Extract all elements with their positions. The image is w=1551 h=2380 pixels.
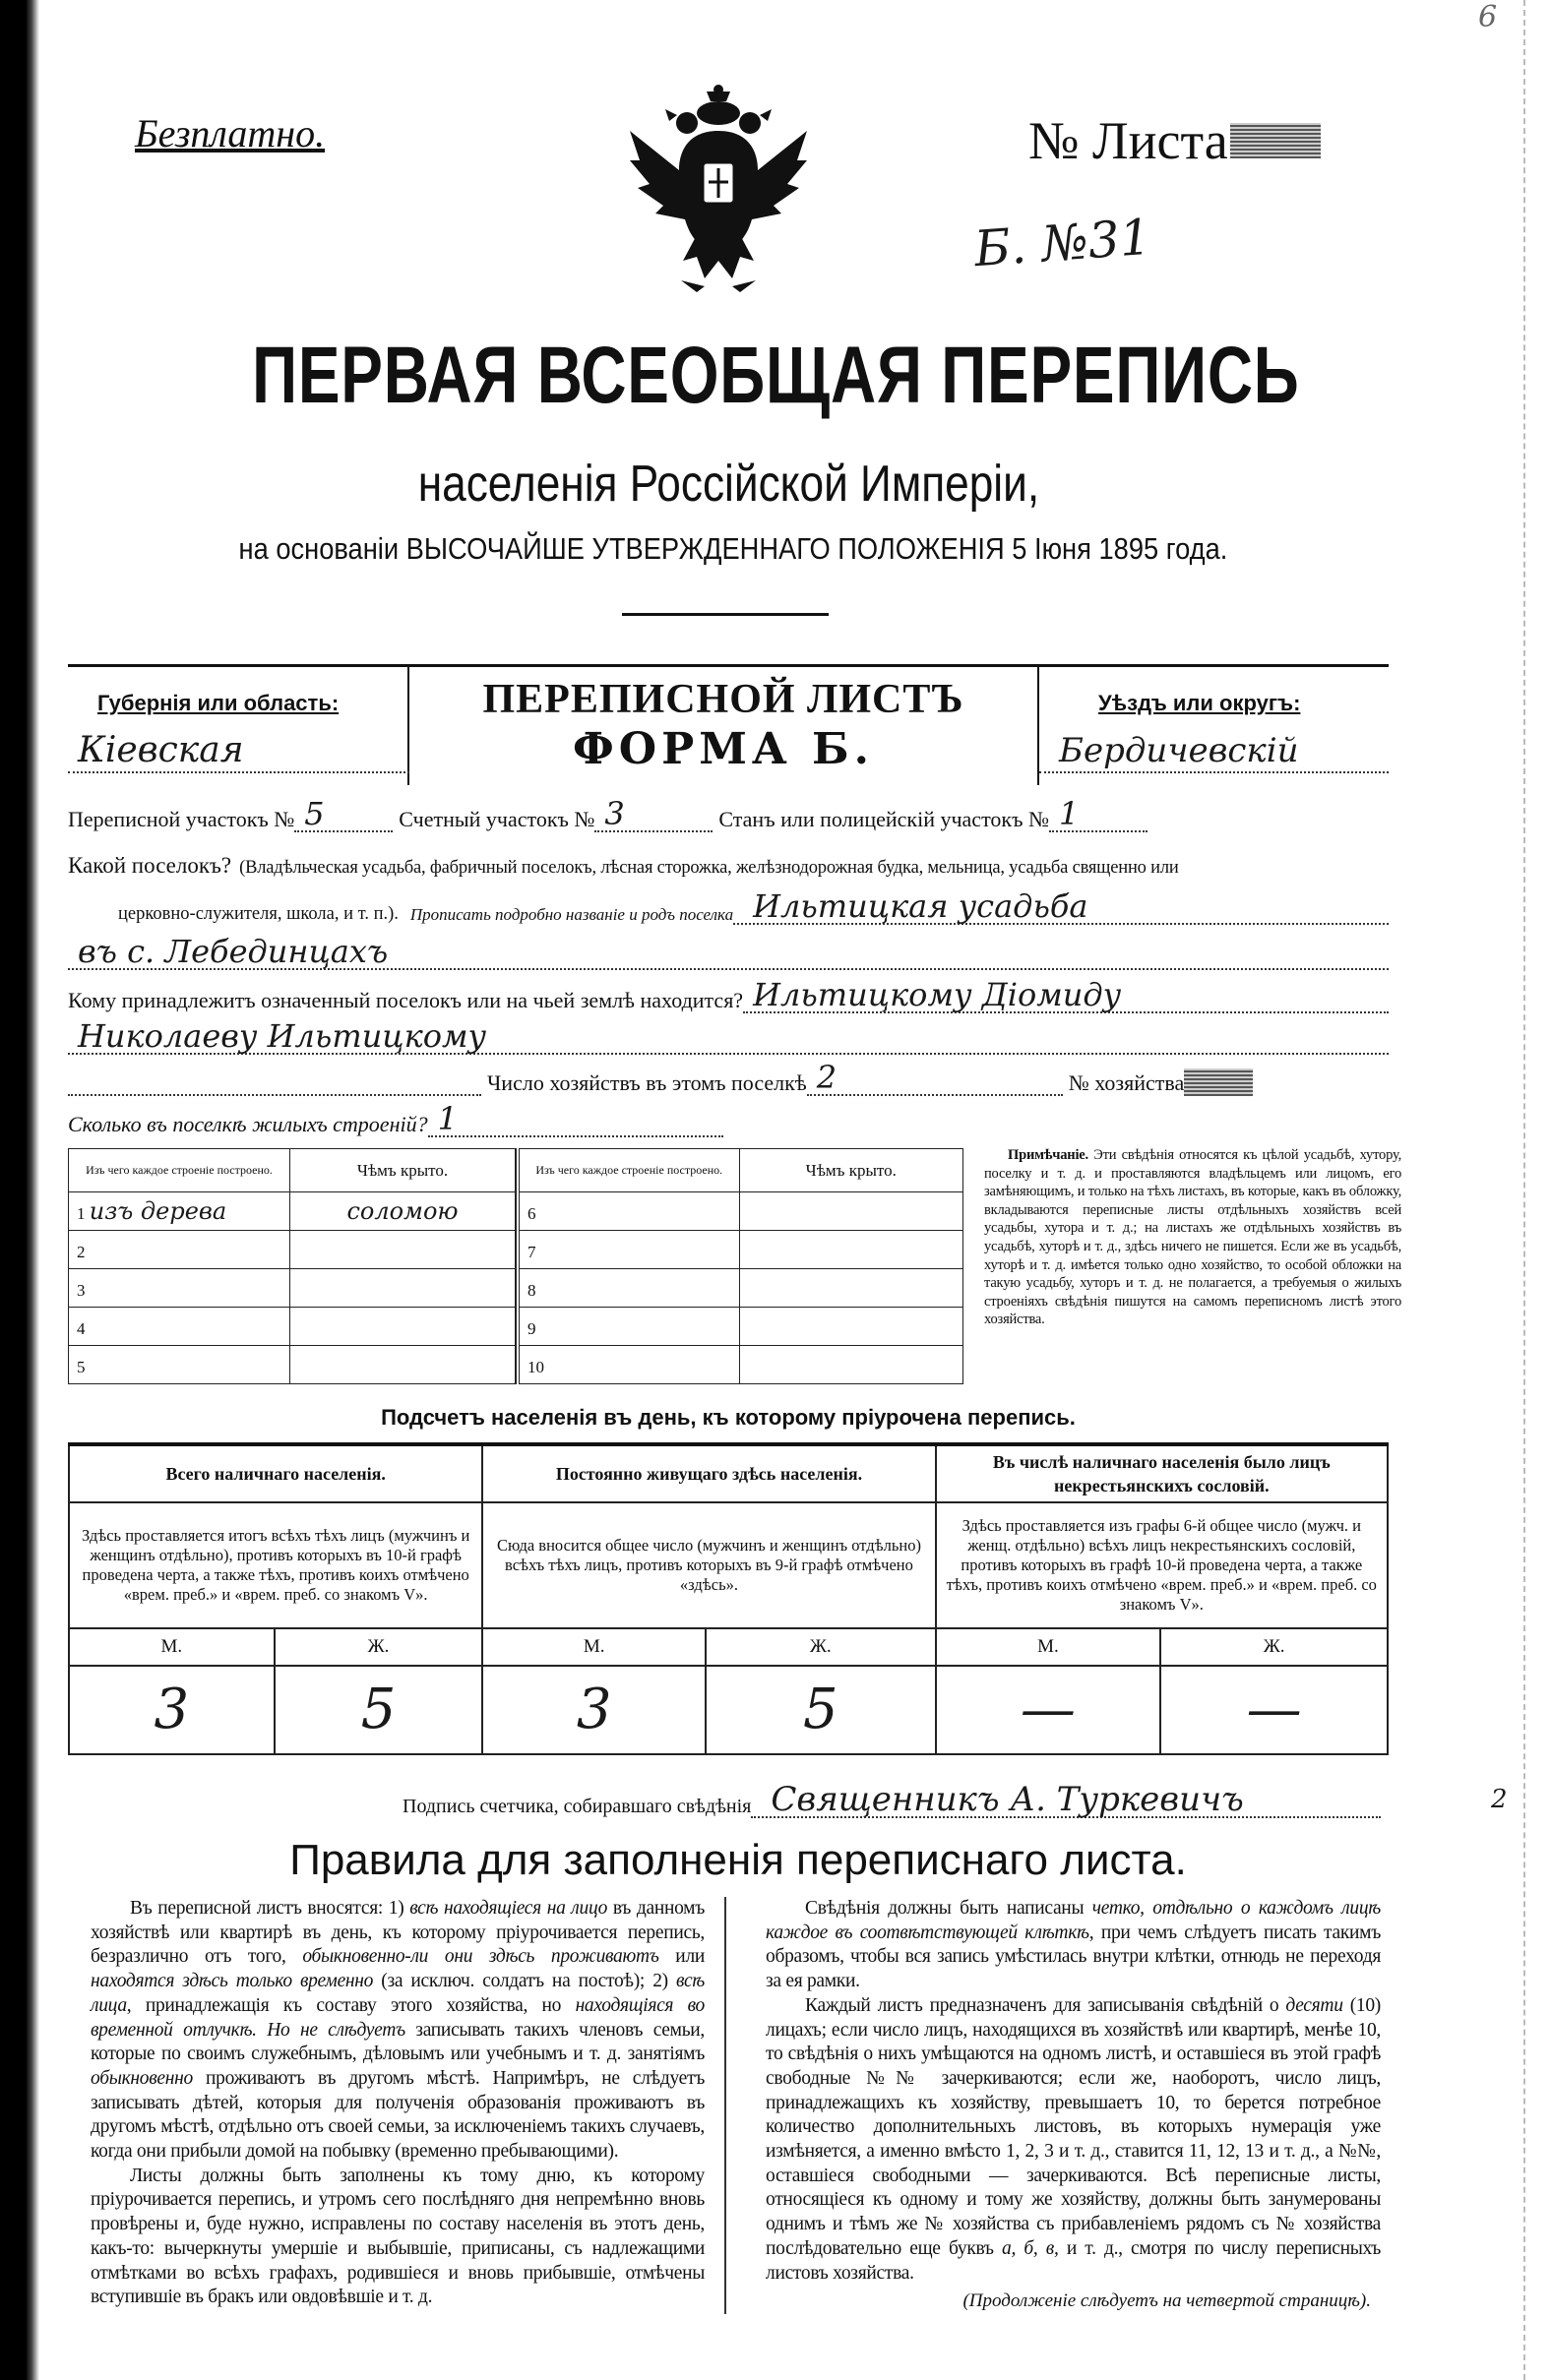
building-number: 2 [77, 1243, 86, 1261]
redacted-household-number [1184, 1068, 1253, 1096]
blank-fill [68, 1063, 481, 1096]
count-section-value: 3 [594, 799, 713, 832]
female-count: 5 [275, 1666, 483, 1754]
count-column-desc: Здѣсь проставляется итогъ всѣхъ тѣхъ лицъ (мужчинъ и женщинъ отдѣльно), противъ которыхъ въ 10-й графѣ проведена черта, а также тѣхъ, противъ коихъ отмѣчено «врем. преб.» и «врем. преб. со знакомъ V». [69, 1502, 482, 1628]
female-label: Ж. [706, 1628, 936, 1666]
households-label: Число хозяйствъ въ этомъ поселкѣ [487, 1070, 807, 1095]
rules-text-segment: десяти [1285, 1994, 1343, 2016]
building-roof [739, 1308, 963, 1346]
owner-value-1: Ильтицкому Діомиду [743, 980, 1389, 1013]
signature-value: Священникъ А. Туркевичъ [751, 1785, 1381, 1818]
owner-line [68, 976, 1389, 1013]
census-section-value: 5 [294, 799, 393, 832]
rules-left-column [91, 1897, 705, 2310]
building-row [518, 1269, 963, 1308]
sections-line [68, 795, 1389, 832]
male-count: 3 [482, 1666, 706, 1754]
free-label: Безплатно. [135, 111, 326, 155]
building-number: 4 [77, 1319, 86, 1338]
building-number: 3 [77, 1281, 86, 1300]
sheet-title: ПЕРЕПИСНОЙ ЛИСТЪ [482, 677, 964, 722]
header-roof: Чѣмъ крыто. [739, 1149, 963, 1192]
redacted-sheet-number [1230, 123, 1321, 158]
building-material-cell [518, 1269, 739, 1308]
population-count-table [68, 1442, 1389, 1755]
divider [622, 613, 829, 616]
male-label: М. [69, 1628, 275, 1666]
building-roof [739, 1231, 963, 1269]
owner-label: Кому принадлежитъ означенный поселокъ или на чьей землѣ находится? [68, 988, 744, 1012]
header-material: Изъ чего каждое строеніе построено. [69, 1149, 290, 1192]
count-column-desc: Здѣсь проставляется изъ графы 6-й общее число (мужч. и женщ. отдѣльно) всѣхъ лицъ некрестьянскихъ сословій, противъ которыхъ въ графѣ 10-й проведена черта, а также тѣхъ, противъ коихъ отмѣчено «врем. преб.» и «врем. преб. со знакомъ V». [936, 1502, 1388, 1628]
building-material-cell [69, 1269, 290, 1308]
rules-text-segment: всѣ лица [91, 1971, 706, 2016]
rules-text-segment: четко, отдѣльно о каждомъ лицѣ каждое въ соотвѣтствующей клѣткѣ [766, 1898, 1381, 1943]
count-column-header: Постоянно живущаго здѣсь населенія. [482, 1444, 935, 1502]
building-material-cell [518, 1231, 739, 1269]
buildings-line [68, 1100, 1389, 1137]
rules-text-segment: , при чемъ слѣдуетъ писать такимъ образомъ, чтобы вся запись умѣстилась внутри клѣтки, отнюдь не переходя за ея рамки. [766, 1922, 1381, 1992]
building-row [69, 1231, 516, 1269]
male-label: М. [482, 1628, 706, 1666]
building-roof [290, 1308, 516, 1346]
settlement-line [68, 852, 1389, 882]
sheet-number-label: № Листа [1028, 111, 1228, 170]
province-value: Кіевская [68, 728, 409, 773]
building-material: изъ дерева [89, 1197, 227, 1225]
rules-text-segment: записывать такихъ членовъ семьи, которые по своимъ служебнымъ, дѣловымъ или учебнымъ и т. д. занятіямъ [91, 2019, 706, 2065]
header-material: Изъ чего каждое строеніе построено. [518, 1149, 739, 1192]
province-cell [68, 667, 409, 785]
rules-paragraph [91, 2165, 705, 2310]
settlement-line-3 [68, 933, 1389, 970]
rules-columns [91, 1897, 1381, 2314]
title-text: ПЕРВАЯ ВСЕОБЩАЯ ПЕРЕПИСЬ [251, 331, 1300, 420]
subtitle-text: населенія Россійской Имперіи, [417, 456, 1039, 513]
rules-right-column [766, 1897, 1381, 2286]
building-number: 6 [527, 1204, 536, 1223]
building-row [69, 1192, 516, 1231]
police-section-value: 1 [1049, 799, 1148, 832]
building-row [518, 1231, 963, 1269]
handwritten-sheet-ref: Б. №31 [972, 208, 1153, 278]
province-label: Губернія или область: [97, 691, 340, 715]
building-number: 7 [527, 1243, 536, 1261]
count-column-desc: Сюда вносится общее число (мужчинъ и женщинъ отдѣльно) всѣхъ тѣхъ лицъ, противъ которыхъ въ 9-й графѣ отмѣчено «здѣсь». [482, 1502, 935, 1628]
building-number: 1 [77, 1204, 86, 1223]
settlement-value-1: Ильтицкая усадьба [733, 891, 1389, 925]
building-roof [290, 1231, 516, 1269]
rules-text-segment: Каждый листъ предназначенъ для записыванія свѣдѣній о [805, 1994, 1286, 2016]
building-roof [739, 1346, 963, 1384]
rules-paragraph [766, 1994, 1381, 2286]
building-roof [739, 1192, 963, 1231]
households-value: 2 [807, 1063, 1063, 1096]
basis-line-text: на основаніи ВЫСОЧАЙШЕ УТВЕРЖДЕННАГО ПОЛОЖЕНІЯ 5 Іюня 1895 года. [238, 531, 1228, 566]
district-value: Бердичевскій [1039, 728, 1389, 773]
buildings-table-left [68, 1148, 516, 1384]
rules-text-segment: а, б, в, [1002, 2237, 1059, 2259]
rules-text-segment: Въ переписной листъ вносятся: 1) [130, 1898, 410, 1919]
form-header-box [68, 664, 1389, 782]
building-material-cell [69, 1231, 290, 1269]
buildings-value: 1 [428, 1104, 723, 1137]
rules-text-segment: всѣ находящіеся на лицо [409, 1898, 608, 1919]
building-row [69, 1346, 516, 1384]
rules-text-segment: находятся здѣсь только временно [91, 1971, 374, 1992]
rules-text-segment: обыкновенно [91, 2067, 193, 2089]
buildings-label: Сколько въ поселкѣ жилыхъ строеній? [68, 1112, 428, 1136]
building-row [518, 1192, 963, 1231]
district-label: Уѣздъ или округъ: [1098, 691, 1301, 715]
building-material-cell [518, 1346, 739, 1384]
rules-right-wrapper [724, 1897, 1381, 2314]
continued-note: (Продолженіе слѣдуетъ на четвертой страницѣ). [962, 2290, 1371, 2312]
rules-paragraph [91, 1897, 705, 2165]
count-title: Подсчетъ населенія въ день, къ которому пріурочена перепись. [381, 1405, 1076, 1430]
rules-text-segment: обыкновенно-ли они здѣсь проживаютъ [302, 1946, 659, 1968]
owner-line-2 [68, 1017, 1389, 1055]
census-section-label: Переписной участокъ № [68, 807, 295, 831]
building-row [518, 1346, 963, 1384]
rules-text-segment: (10) лицахъ; если число лицъ, находящихся въ хозяйствѣ или квартирѣ, менѣе 10, то свѣдѣнія о нихъ умѣщаются на одномъ листѣ, и оставшіеся въ этой графѣ свободные №№ зачеркиваются; если же, наоборотъ, число лицъ, принадлежащихъ къ хозяйству, превышаетъ 10, то берется потребное количество дополнительныхъ листовъ, въ которыхъ нумерація уже измѣняется, а именно вмѣсто 1, 2, 3 и т. д., ставится 11, 12, 13 и т. д., а №№, оставшіеся свободными — зачеркиваются. Всѣ переписные листы, относящіеся къ одному и тому же хозяйству, должны быть занумерованы однимъ и тѣмъ же № хозяйства съ прибавленіемъ рядомъ съ № хозяйства послѣдовательно еще буквъ [766, 1994, 1381, 2259]
rules-text-segment: проживаютъ въ другомъ мѣстѣ. Напримѣръ, не слѣдуетъ записывать дѣтей, которыя для полученія образованія проживаютъ въ другомъ мѣстѣ, отдѣльно отъ своей семьи, за исключеніемъ такихъ случаевъ, когда они прибыли домой на побывку (временно пребывающими). [91, 2067, 706, 2163]
settlement-hint-cont: церковно-служителя, школа, и т. п.). [118, 904, 399, 924]
settlement-label: Какой поселокъ? [68, 853, 232, 878]
settlement-hint: (Владѣльческая усадьба, фабричный поселокъ, лѣсная сторожка, желѣзнодорожная будка, мельница, усадьба священно или [239, 858, 1179, 878]
header-roof: Чѣмъ крыто. [290, 1149, 516, 1192]
households-line [68, 1059, 1389, 1096]
building-roof [290, 1269, 516, 1308]
count-column-header: Въ числѣ наличнаго населенія было лицъ некрестьянскихъ сословій. [936, 1444, 1388, 1502]
subtitle [0, 455, 1457, 514]
building-material-cell [69, 1346, 290, 1384]
building-material-cell [69, 1308, 290, 1346]
count-column-header: Всего наличнаго населенія. [69, 1444, 482, 1502]
building-row [69, 1269, 516, 1308]
building-material-cell [69, 1192, 290, 1231]
building-number: 9 [527, 1319, 536, 1338]
female-label: Ж. [1160, 1628, 1388, 1666]
district-cell [1039, 667, 1389, 785]
building-roof [290, 1346, 516, 1384]
signature-line [403, 1780, 1381, 1819]
rules-text-segment: находящіяся во временной отлучкѣ. Но не слѣдуетъ [91, 1994, 706, 2041]
rules-text-segment: Свѣдѣнія должны быть написаны [805, 1898, 1092, 1919]
rules-text-segment: въ данномъ хозяйствѣ или квартирѣ въ день, къ которому пріурочивается перепись, безразлично отъ того, [91, 1898, 706, 1968]
building-material-cell [518, 1192, 739, 1231]
building-number: 5 [77, 1358, 86, 1376]
rules-text-segment: или [658, 1946, 706, 1968]
note-title: Примѣчаніе. [1008, 1147, 1088, 1163]
settlement-instruction: Прописать подробно названіе и родъ поселка [409, 905, 734, 924]
buildings-table-right [516, 1148, 963, 1384]
building-row [69, 1308, 516, 1346]
rules-title: Правила для заполненія переписнаго листа. [289, 1836, 1187, 1884]
male-count: 3 [69, 1666, 275, 1754]
corner-mark: 6 [1478, 0, 1498, 34]
page-title [0, 330, 1551, 422]
buildings-table [68, 1148, 963, 1384]
count-section-label: Счетный участокъ № [399, 807, 595, 831]
female-count: — [1160, 1666, 1388, 1754]
rules-text-segment: , принадлежащія къ составу этого хозяйства, но [126, 1994, 576, 2016]
household-no-label: № хозяйства [1068, 1070, 1185, 1095]
sheet-title-cell [409, 667, 1039, 785]
rules-text-segment: Листы должны быть заполнены къ тому дню, къ которому пріурочивается перепись, и утромъ сего послѣдняго дня непремѣнно вновь провѣрены и, буде нужно, исправлены по составу населенія въ этотъ день, какъ-то: вычеркнуты умершіе и выбывшіе, приписаны, съ надлежащими отмѣтками во всѣхъ графахъ, родившіеся и вновь прибывшіе, отмѣчены вступившіе въ бракъ или овдовѣвшіе и т. д. [91, 2165, 706, 2308]
margin-mark: 2 [1491, 1785, 1508, 1814]
female-label: Ж. [275, 1628, 483, 1666]
settlement-line-2 [118, 887, 1389, 925]
building-number: 10 [527, 1358, 544, 1376]
settlement-value-2: въ с. Лебединцахъ [68, 937, 1389, 970]
female-count: 5 [706, 1666, 936, 1754]
police-section-label: Станъ или полицейскій участокъ № [718, 807, 1049, 831]
basis-line [148, 531, 1319, 567]
rules-text-segment: (за исключ. солдатъ на постоѣ); 2) [373, 1971, 677, 1992]
building-row [518, 1308, 963, 1346]
note [984, 1146, 1401, 1329]
note-text: Эти свѣдѣнія относятся къ цѣлой усадьбѣ, хутору, поселку и т. д. и проставляются владѣльцемъ или лицомъ, его замѣняющимъ, и только на тѣхъ листахъ, въ которые, какъ въ обложку, вкладываются переписные листы отдѣльныхъ хозяйствъ всей усадьбы, хутора и т. д.; на листахъ же отдѣльныхъ хозяйствъ въ усадьбѣ, хуторѣ и т. д., здѣсь ничего не пишется. Если же въ усадьбѣ, хуторѣ и т. д. имѣется только одно хозяйство, то особой обложки на такую усадьбу, хуторъ и т. д. не полагается, а требуемыя о жилыхъ строеніяхъ свѣдѣнія пишутся на самомъ переписномъ листѣ этого хозяйства. [984, 1147, 1401, 1328]
rules-text-segment: и т. д., смотря по числу переписныхъ листовъ хозяйства. [766, 2237, 1382, 2284]
form-name: ФОРМА Б. [573, 724, 874, 774]
male-label: М. [936, 1628, 1161, 1666]
sheet-number [1028, 110, 1321, 171]
male-count: — [936, 1666, 1161, 1754]
signature-label: Подпись счетчика, собиравшаго свѣдѣнія [403, 1796, 752, 1817]
building-material-cell [518, 1308, 739, 1346]
building-roof [739, 1269, 963, 1308]
building-number: 8 [527, 1281, 536, 1300]
owner-value-2: Николаеву Ильтицкому [68, 1021, 1389, 1055]
building-roof: соломою [290, 1192, 516, 1231]
double-headed-eagle-emblem-icon [620, 84, 817, 320]
rules-paragraph [766, 1897, 1381, 1994]
